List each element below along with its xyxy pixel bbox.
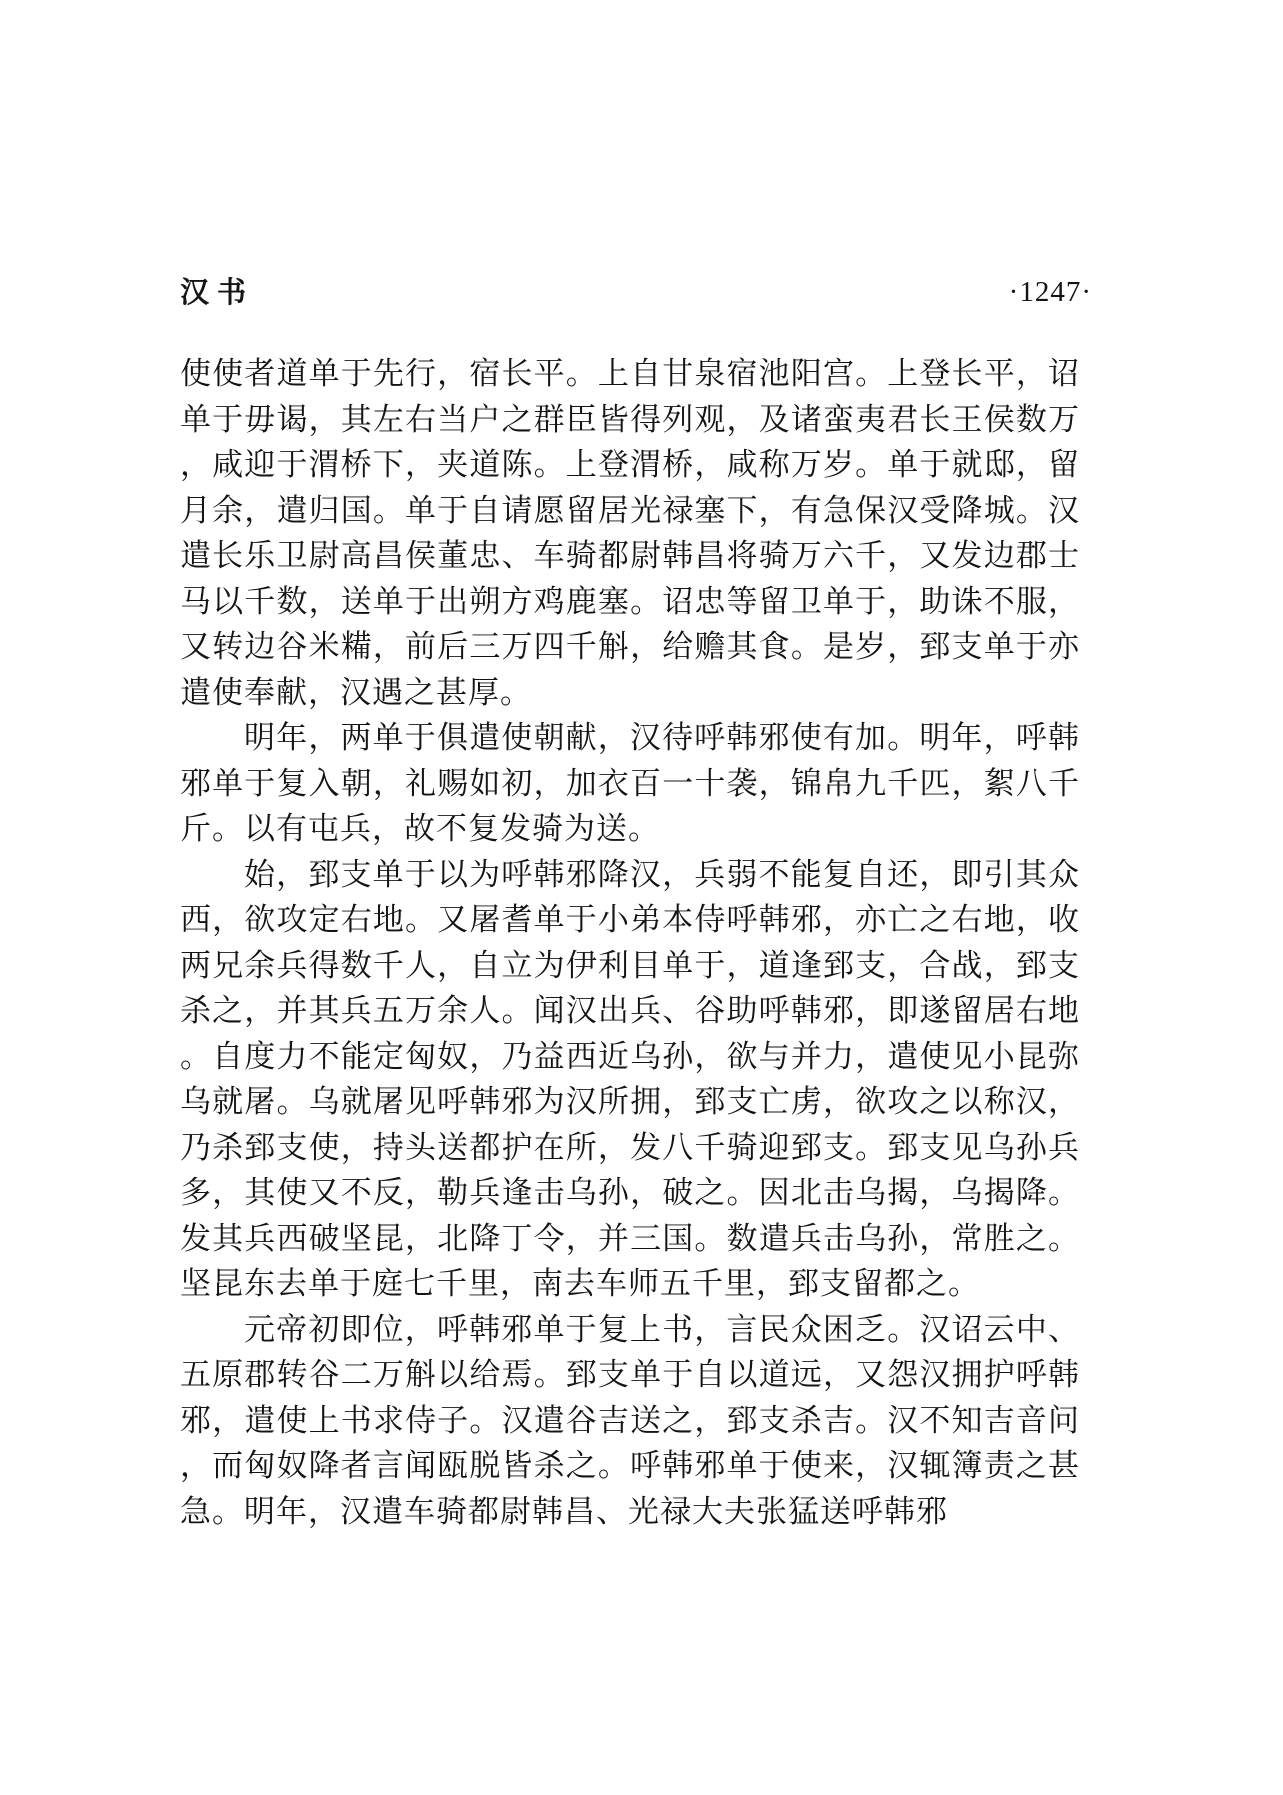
page-number: ·1247· — [1008, 276, 1092, 308]
running-head — [180, 272, 1092, 316]
body-text — [180, 352, 1080, 1682]
paragraph-2: 明年，两单于俱遣使朝献，汉待呼韩邪使有加。明年，呼韩邪单于复入朝，礼赐如初，加衣百一十袭，锦帛九千匹，絮八千斤。以有屯兵，故不复发骑为送。 — [180, 720, 1080, 847]
paragraph-4: 元帝初即位，呼韩邪单于复上书，言民众困乏。汉诏云中、五原郡转谷二万斛以给焉。郅支单于自以道远，又怨汉拥护呼韩邪，遣使上书求侍子。汉遣谷吉送之，郅支杀吉。汉不知吉音问，而匈奴降者言闻瓯脱皆杀之。呼韩邪单于使来，汉辄簿责之甚急。明年，汉遣车骑都尉韩昌、光禄大夫张猛送呼韩邪 — [180, 1311, 1080, 1530]
paragraph-3: 始，郅支单于以为呼韩邪降汉，兵弱不能复自还，即引其众西，欲攻定右地。又屠耆单于小弟本侍呼韩邪，亦亡之右地，收两兄余兵得数千人，自立为伊利目单于，道逢郅支，合战，郅支杀之，并其兵五万余人。闻汉出兵、谷助呼韩邪，即遂留居右地。自度力不能定匈奴，乃益西近乌孙，欲与并力，遣使见小昆弥乌就屠。乌就屠见呼韩邪为汉所拥，郅支亡虏，欲攻之以称汉，乃杀郅支使，持头送都护在所，发八千骑迎郅支。郅支见乌孙兵多，其使又不反，勒兵逢击乌孙，破之。因北击乌揭，乌揭降。发其兵西破坚昆，北降丁令，并三国。数遣兵击乌孙，常胜之。坚昆东去单于庭七千里，南去车师五千里，郅支留都之。 — [180, 856, 1080, 1302]
book-title: 汉书 — [180, 275, 255, 309]
paragraph-1: 使使者道单于先行，宿长平。上自甘泉宿池阳宫。上登长平，诏单于毋谒，其左右当户之群臣皆得列观，及诸蛮夷君长王侯数万，咸迎于渭桥下，夹道陈。上登渭桥，咸称万岁。单于就邸，留月余，遣归国。单于自请愿留居光禄塞下，有急保汉受降城。汉遣长乐卫尉高昌侯董忠、车骑都尉韩昌将骑万六千，又发边郡士马以千数，送单于出朔方鸡鹿塞。诏忠等留卫单于，助诛不服，又转边谷米糒，前后三万四千斛，给赡其食。是岁，郅支单于亦遣使奉献，汉遇之甚厚。 — [180, 356, 1080, 711]
